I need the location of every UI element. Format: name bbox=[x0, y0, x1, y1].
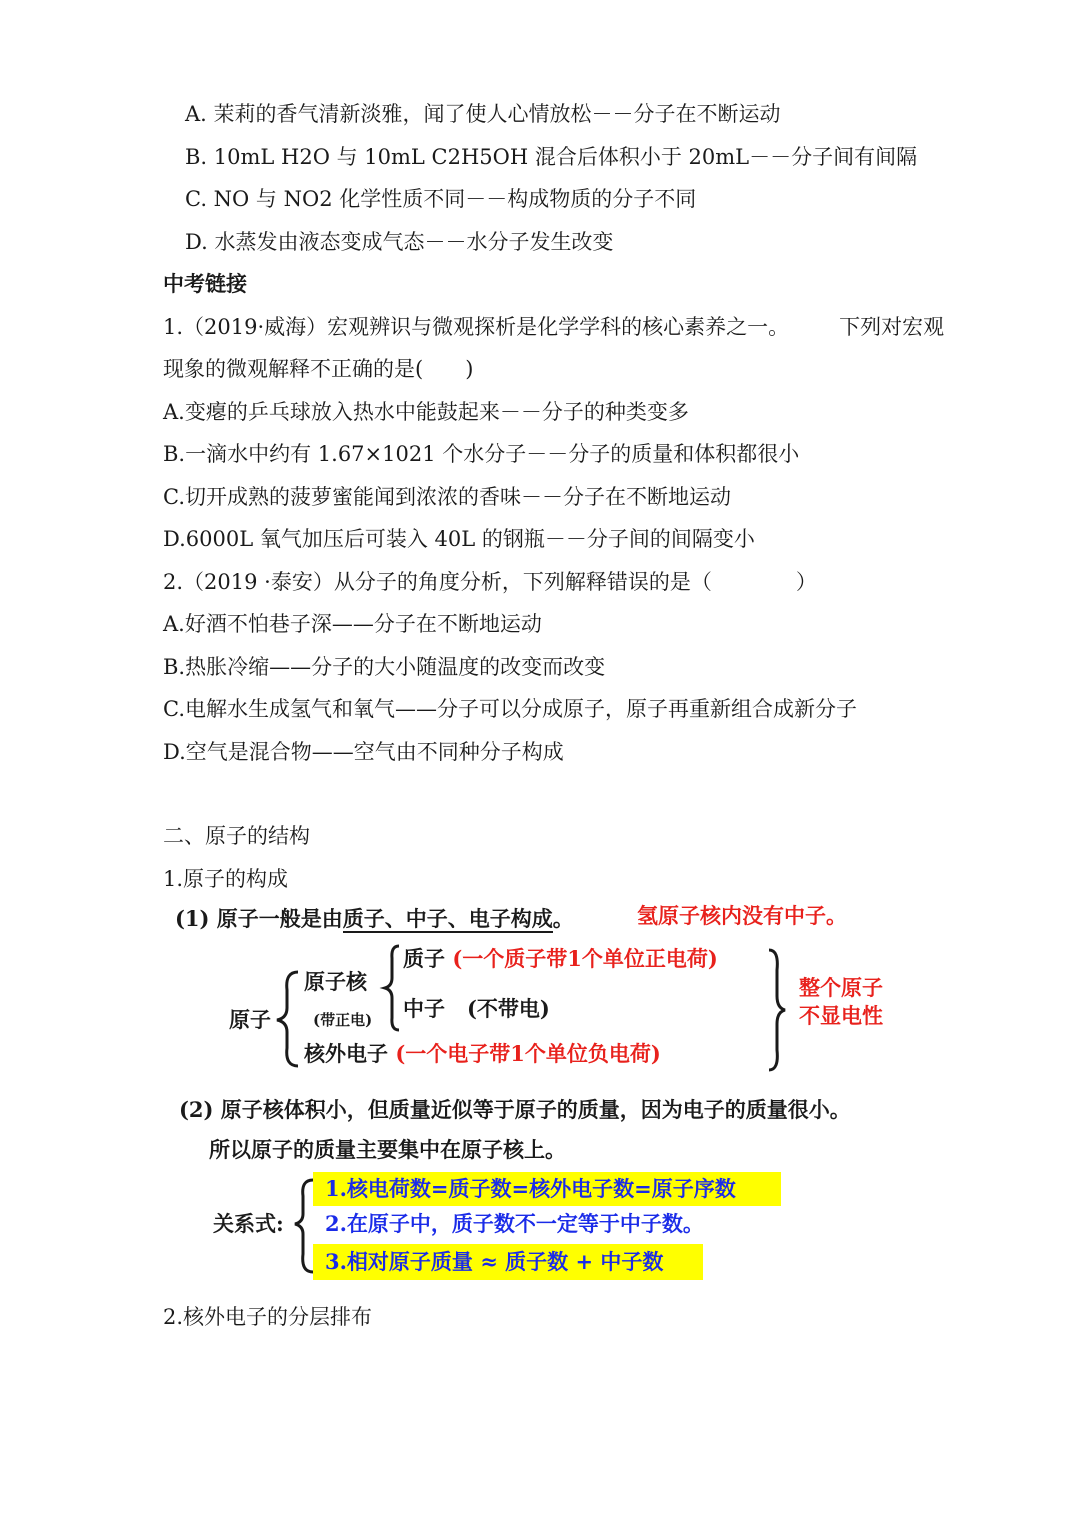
question-2-stem: 2.（2019 ·泰安）从分子的角度分析，下列解释错误的是（ ） bbox=[163, 570, 817, 594]
figure-relation-1: 1.核电荷数=质子数=核外电子数=原子序数 bbox=[325, 1176, 736, 1201]
figure-electron-label: 核外电子 bbox=[304, 1041, 388, 1066]
figure-atom-label: 原子 bbox=[229, 1007, 271, 1032]
question-1-choice-b: B.一滴水中约有 1.67×1021 个水分子－－分子的质量和体积都很小 bbox=[163, 442, 800, 466]
figure-proton-label: 质子 bbox=[403, 946, 445, 971]
question-2-choice-b: B.热胀冷缩——分子的大小随温度的改变而改变 bbox=[163, 655, 606, 679]
atom-brace bbox=[277, 972, 298, 1066]
figure-point-1-prefix: (1) 原子一般是由 bbox=[175, 906, 343, 931]
option-d: D. 水蒸发由液态变成气态－－水分子发生改变 bbox=[185, 230, 614, 254]
figure-electron-note: (一个电子带1个单位负电荷) bbox=[395, 1041, 661, 1066]
question-1-stem-cont: 现象的微观解释不正确的是( ) bbox=[163, 357, 474, 381]
question-1-choice-a: A.变瘪的乒乓球放入热水中能鼓起来－－分子的种类变多 bbox=[163, 400, 689, 424]
option-b: B. 10mL H2O 与 10mL C2H5OH 混合后体积小于 20mL－－分子间有间隔 bbox=[185, 145, 918, 169]
question-1-choice-d: D.6000L 氧气加压后可装入 40L 的钢瓶－－分子间的间隔变小 bbox=[163, 527, 755, 551]
figure-whole-atom-1: 整个原子 bbox=[799, 975, 883, 1000]
figure-point-1-suffix: 。 bbox=[552, 906, 574, 931]
figure-relation-label: 关系式: bbox=[213, 1211, 284, 1236]
nucleus-brace bbox=[385, 946, 399, 1030]
figure-neutron-note: (不带电) bbox=[466, 996, 550, 1021]
question-1-choice-c: C.切开成熟的菠萝蜜能闻到浓浓的香味－－分子在不断地运动 bbox=[163, 485, 731, 509]
whole-atom-brace bbox=[769, 950, 785, 1070]
atom-structure-figure bbox=[163, 900, 915, 1288]
figure-neutron bbox=[403, 995, 550, 1023]
figure-whole-atom-2: 不显电性 bbox=[799, 1003, 883, 1028]
question-1-stem bbox=[163, 312, 944, 342]
figure-proton-note: (一个质子带1个单位正电荷) bbox=[452, 946, 718, 971]
question-1-stem-b: 下列对宏观 bbox=[839, 315, 945, 339]
question-1-stem-a: 1.（2019·威海）宏观辨识与微观探析是化学学科的核心素养之一。 bbox=[163, 315, 790, 339]
figure-relation-2: 2.在原子中，质子数不一定等于中子数。 bbox=[325, 1211, 704, 1236]
question-2-choice-d: D.空气是混合物——空气由不同种分子构成 bbox=[163, 740, 564, 764]
figure-point-2-line-2: 所以原子的质量主要集中在原子核上。 bbox=[209, 1137, 566, 1162]
section-2-title: 二、原子的结构 bbox=[163, 824, 310, 848]
figure-nucleus-label: 原子核 bbox=[304, 969, 367, 994]
subsection-atom-composition: 1.原子的构成 bbox=[163, 867, 289, 891]
relation-brace bbox=[295, 1180, 313, 1272]
figure-point-1-underlined: 质子、中子、电子构成 bbox=[342, 906, 553, 931]
figure-point-2-line-1: (2) 原子核体积小，但质量近似等于原子的质量，因为电子的质量很小。 bbox=[179, 1097, 851, 1122]
figure-hydrogen-note: 氢原子核内没有中子。 bbox=[637, 903, 847, 928]
option-c: C. NO 与 NO2 化学性质不同－－构成物质的分子不同 bbox=[185, 187, 697, 211]
figure-proton bbox=[403, 945, 718, 973]
option-a: A. 茉莉的香气清新淡雅，闻了使人心情放松－－分子在不断运动 bbox=[185, 102, 781, 126]
figure-electron bbox=[304, 1040, 661, 1068]
question-2-choice-a: A.好酒不怕巷子深——分子在不断地运动 bbox=[163, 612, 542, 636]
figure-nucleus-note: (带正电) bbox=[313, 1011, 373, 1029]
link-section-title: 中考链接 bbox=[163, 271, 247, 296]
figure-neutron-label: 中子 bbox=[403, 996, 445, 1021]
figure-relation-3: 3.相对原子质量 ≈ 质子数 + 中子数 bbox=[325, 1249, 664, 1274]
question-2-choice-c: C.电解水生成氢气和氧气——分子可以分成原子，原子再重新组合成新分子 bbox=[163, 697, 857, 721]
subsection-electron-shells: 2.核外电子的分层排布 bbox=[163, 1305, 373, 1329]
